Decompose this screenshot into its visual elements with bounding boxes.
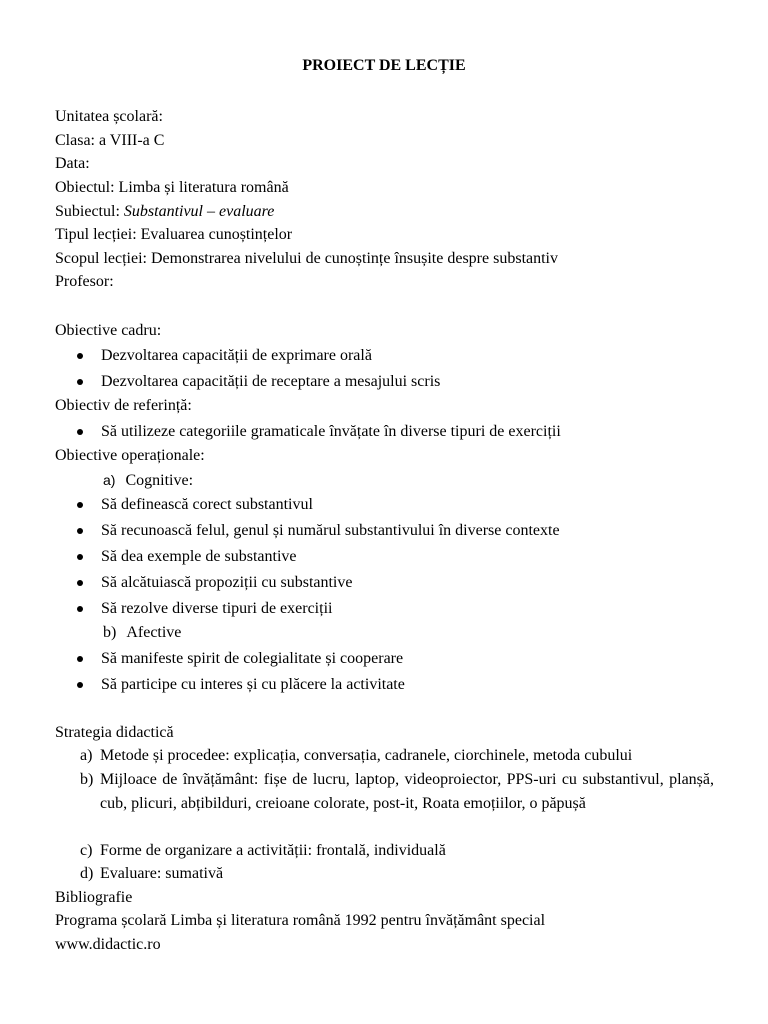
document-page: PROIECT DE LECȚIE Unitatea școlară: Clasa: a VIII-a C Data: Obiectul: Limba și literatura română Subiectul: Substantivul – evaluare Tipul lecției: Evaluarea cunoștințelor Scopul lecției: Demonstrarea nivelului de cunoștințe însușite despre substantiv Profesor: Obiective cadru: Dezvoltarea capacității de exprimare orală Dezvoltarea capacității de receptare a mesajului scris Obiectiv de referință: Să utilizeze categoriile gramaticale învățate în diverse tipuri de exerciții Obiective operaționale: a) Cognitive: Să definească corect substantivul Să recunoască felul, genul și numărul substantivului în diverse contexte Să dea exemple de substantive Să alcătuiască propoziții cu substantive Să rezolve diverse tipuri de exerciții b) Afective Să manifeste spirit de colegialitate și cooperare Să participe cu interes și cu plăcere la activitate Strategia didactică a) Metode și procedee: explicația, conversația, cadranele, ciorchinele, metoda cubului b) Mijloace de învățământ: fișe de lucru, laptop, videoproiector, PPS-uri cu substantivul, planșă, cub, plicuri, abțibilduri, creioane colorate, post-it, Roata emoțiilor, o păpușă c) Forme de organizare a activității: frontală, individuală d) Evaluare: sumativă Bibliografie Programa școlară Limba și literatura română 1992 pentru învățământ special www.didactic.ro	[0, 0, 768, 1024]
afective-label: Afective	[126, 624, 182, 641]
obiective-cadru-heading: Obiective cadru:	[55, 322, 162, 339]
scopul-line: Scopul lecției: Demonstrarea nivelului de cunoștințe însușite despre substantiv	[55, 250, 558, 267]
bibliografie-item: Programa școlară Limba și literatura română 1992 pentru învățământ special	[55, 912, 546, 929]
bibliografie-heading: Bibliografie	[55, 889, 133, 906]
bibliografie-item: www.didactic.ro	[55, 936, 161, 953]
unitate-line: Unitatea școlară:	[55, 108, 163, 125]
strategia-heading: Strategia didactică	[55, 724, 174, 741]
afective-marker: b)	[103, 624, 117, 641]
clasa-line: Clasa: a VIII-a C	[55, 132, 165, 149]
cognitive-marker: a)	[103, 472, 116, 488]
subiectul-value: Substantivul – evaluare	[123, 203, 275, 220]
cognitive-subheading	[103, 470, 193, 491]
subiectul-line	[55, 202, 274, 222]
obiective-operationale-heading: Obiective operaționale:	[55, 447, 205, 464]
page-title: PROIECT DE LECȚIE	[302, 57, 466, 74]
tipul-line: Tipul lecției: Evaluarea cunoștințelor	[55, 226, 293, 243]
list-item-text: Mijloace de învățământ: fișe de lucru, laptop, videoproiector, PPS-uri cu substantivul, planșă, cub, plicuri, abțibilduri, creioane colorate, post-it, Roata emoțiilor, o păpușă	[100, 771, 714, 812]
list-item: b)	[80, 771, 94, 788]
afective-subheading	[103, 623, 181, 643]
cognitive-label: Cognitive:	[125, 472, 194, 489]
obiectiv-referinta-heading: Obiectiv de referință:	[55, 397, 192, 414]
obiectul-line: Obiectul: Limba și literatura română	[55, 179, 289, 196]
subiectul-label: Subiectul:	[55, 203, 120, 220]
data-line: Data:	[55, 155, 90, 172]
profesor-line: Profesor:	[55, 273, 114, 290]
